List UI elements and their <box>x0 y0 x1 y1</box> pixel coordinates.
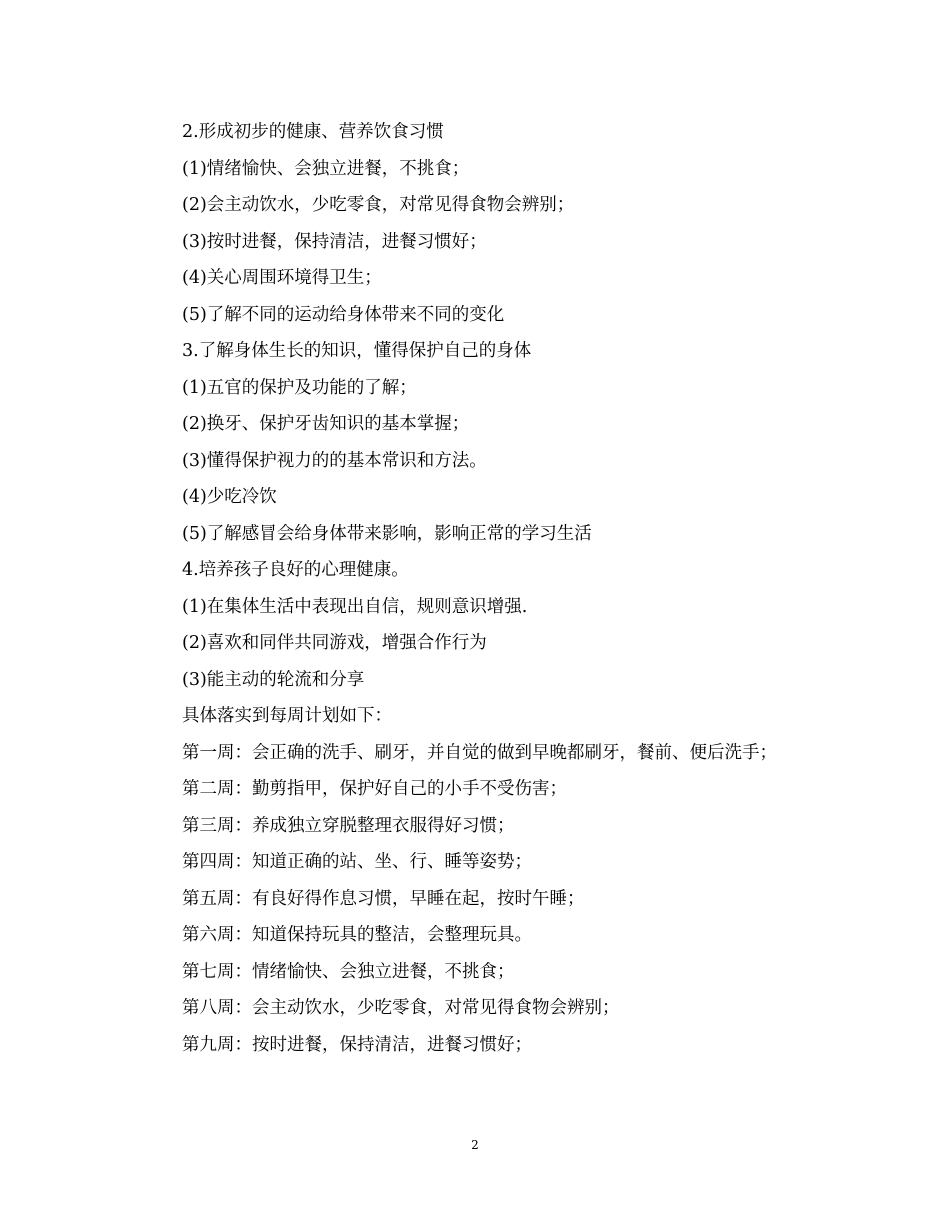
list-item: (3)按时进餐，保持清洁，进餐习惯好； <box>182 231 487 252</box>
week-plan-item: 第七周：情绪愉快、会独立进餐，不挑食； <box>182 961 515 982</box>
list-item: (5)了解感冒会给身体带来影响，影响正常的学习生活 <box>182 523 592 544</box>
week-plan-item-1: 第一周：会正确的洗手、刷牙，并自觉的做到早晚都刷牙，餐前、便后洗手； <box>182 742 777 763</box>
week-plan-item: 第六周：知道保持玩具的整洁，会整理玩具。 <box>182 925 532 945</box>
page-number: 2 <box>471 1138 479 1152</box>
list-item: (3)懂得保护视力的的基本常识和方法。 <box>182 450 487 471</box>
week-plan-item: 第九周：按时进餐，保持清洁，进餐习惯好； <box>182 1034 532 1055</box>
list-item: (4)关心周围环境得卫生； <box>182 268 382 288</box>
list-item: (1)五官的保护及功能的了解； <box>182 377 417 398</box>
list-item: (3)能主动的轮流和分享 <box>182 669 365 690</box>
week-plan-item: 第三周：养成独立穿脱整理衣服得好习惯； <box>182 815 515 836</box>
week-plan-item: 第五周：有良好得作息习惯，早睡在起，按时午睡； <box>182 888 585 909</box>
heading-mental-health: 4.培养孩子良好的心理健康。 <box>182 560 409 580</box>
list-item: (4)少吃冷饮 <box>182 487 277 507</box>
weekly-plan-intro: 具体落实到每周计划如下： <box>182 706 392 726</box>
list-item: (5)了解不同的运动给身体带来不同的变化 <box>182 304 505 325</box>
list-item: (1)情绪愉快、会独立进餐，不挑食； <box>182 158 470 179</box>
document-body <box>146 114 806 1063</box>
heading-body-growth: 3.了解身体生长的知识，懂得保护自己的身体 <box>182 341 532 361</box>
list-item: (2)换牙、保护牙齿知识的基本掌握； <box>182 414 470 434</box>
week-plan-item: 第四周：知道正确的站、坐、行、睡等姿势； <box>182 852 532 872</box>
week-plan-item: 第二周：勤剪指甲，保护好自己的小手不受伤害； <box>182 779 567 799</box>
list-item: (2)喜欢和同伴共同游戏，增强合作行为 <box>182 633 487 653</box>
week-plan-item: 第八周：会主动饮水，少吃零食，对常见得食物会辨别； <box>182 998 620 1018</box>
heading-nutrition-habits: 2.形成初步的健康、营养饮食习惯 <box>182 122 444 142</box>
list-item: (1)在集体生活中表现出自信，规则意识增强. <box>182 596 528 617</box>
list-item: (2)会主动饮水，少吃零食，对常见得食物会辨别； <box>182 195 575 215</box>
